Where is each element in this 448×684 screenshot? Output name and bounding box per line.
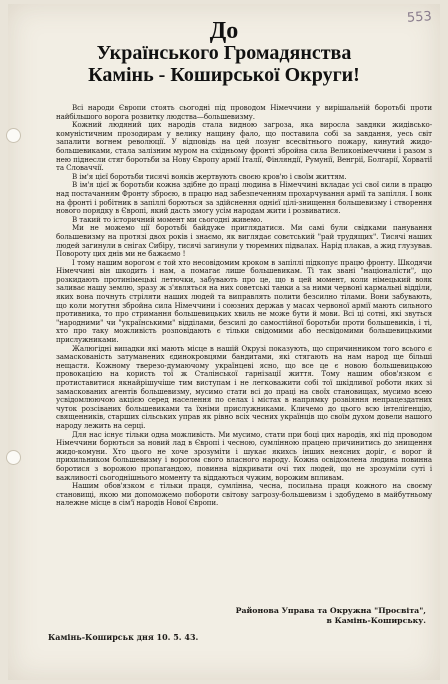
signature-line-1: Районова Управа та Окружна "Просвіта", — [235, 606, 426, 615]
title-line-1: До — [209, 18, 239, 44]
paragraph: В ім'я цієї боротьби тисячі вояків жертвують своєю кров'ю і своїм життям. — [72, 171, 347, 181]
paragraph: І тому нашим ворогом є той хто несовідомим кроком в запіллі підкопує працю фронту. Шкодячи Німеччині він шкодить і нам, а помагає лише большевикам. Ті так звані "націоналісти", що розкидають протинімецькі летючки, забувають про це, що в цей момент, коли німецький вояк заливає нашу землю, зразу ж з'являться на них советські танки а за ними червоні кармальні відділи, яких вона почнуть стріляти наших людей та виправлять полити безсилно тілами. Вони забувають, що коли могутня збройна сила Німеччини і союзних держав у масах червоної армії мають сильного противника, то про стримання большевицьких хвиль не може бути й мови. Всі ці сотні, які звуться "народними" чи "українськими" відділами, безсилі до самостійної боротьби проти большевиків, і ті, хто про таку можливість розповідають є тільки свідомими або несвідомими большевицькими прислужниками. — [56, 257, 432, 345]
page-number: 553 — [406, 9, 433, 26]
signature-block — [206, 606, 426, 626]
paragraph: Всі народи Європи стоять сьогодні під проводом Німеччини у вирішальній боротьбі проти найбільшого ворога розвитку людства—большевизму. — [56, 103, 432, 121]
document-sheet — [8, 4, 440, 680]
paragraph: Для нас існує тільки одна можливість. Ми мусимо, стати при боці цих народів, які під проводом Німеччини борються за новий лад в Європі і чесною, сумлінною працею причинитись до знищення жидо-комуни. Хто цього не хоче зрозуміти і шукає якихсь інших неясних доріг, є ворог й прихильником большевизму і ворогом свого власного народу. Кожна освідомлена людина повинна боротися з ворожою пропагандою, повинна відкривати очі тих людей, що не зрозуміли суті і важливості сьогоднішнього моменту та віддаються чужим, ворожим впливам. — [56, 429, 432, 482]
appeal-body — [56, 104, 432, 508]
paragraph: Жалюгідні випадки які мають місце в нашій Окрузі показують, що спричинником того всього є замаскованість затуманених єдинокровцями бандитами, які стягають на нам народ ще більші нещастя. Кожному тверезо-думаючому українцеві ясно, що все це є новою большевицькою провокацією на користь тої ж Сталінської гарнізації життя. Тому нашим обов'язком є протиставитися якнайрішучіше тим виступам і не легковажити собі тої шкідливої роботи яких зі замаскованих агентів большевизму, мусимо стати всі до праці на своїх становищах, мусимо всею усвідомлюючою акцією серед населення по селах і містах в напрямку розвіяння непрацездатних чуток розсіваних большевиками та їхніми прислужниками. Кличемо до цього всю інтелігенцію, священників, старших сільських управ як рівно всіх чесних українців що своїм духом довели нашого народу лежить на серці. — [56, 343, 432, 430]
title-line-2: Українського Громадянства — [96, 42, 352, 64]
paragraph: Нашим обов'язком є тільки праця, сумлінна, чесна, посильна праця кожного на своєму становищі, якою ми допоможемо побороти світову загрозу-большевизм і здобудемо в майбутньому належне місце в сім'ї народів Нової Європи. — [56, 481, 432, 508]
paragraph: В такий то історичний момент ми сьогодні живемо. — [72, 214, 263, 224]
paragraph: Ми не можемо ції боротьбі байдуже приглядатися. Ми самі були свідками панування большевизму на протязі двох років і знаємо, як виглядає совєтський "рай трудящих". Тисячі наших людей загинули в снігах Сибіру, тисячі загинули у тюремних підвалах. Нарід плакав, а жид глузував. Поворотy цих днів ми не бажаємо ! — [56, 223, 432, 259]
punch-hole-top — [6, 128, 21, 143]
paragraph: В ім'я цієї ж боротьби кожна здібне до праці людина в Німеччині вкладає усі свої сили в працю над постачанням Фронту зброєю, в працю над забезпеченням прохарчування армії та запілля. І вояк на фронті і робітник в запіллі борються за здійснення однієї цілі-знищення большевизму і створення нового порядку в Європі, який дасть змогу усім народам жити і розвиватися. — [56, 180, 432, 216]
signature-line-2: в Камінь-Коширську. — [326, 616, 426, 625]
place-date: Камінь-Коширськ дня 10. 5. 43. — [48, 632, 199, 642]
paragraph: Кожний людяний цих народів стала видною загроза, яка виросла завдяки жидівсько-комуністичним прозодирам у велику нащину фало, що поставила собі за завдання, уесь світ запалити вогнем революції. У відповідь на цей лозунг всесвітнього пожару, кинутий жидо-большевиками, стала залізним муром на східньому фронті збройна сила Великонімеччини і разом з нею піднесли стяг боротьби за Нову Європу армії Італії, Фінляндії, Румунії, Венгрії, Болгарії, Хорватії та Словаччії. — [56, 120, 432, 173]
punch-hole-bottom — [6, 450, 21, 465]
title-line-3: Камінь - Коширської Округи! — [88, 64, 360, 86]
